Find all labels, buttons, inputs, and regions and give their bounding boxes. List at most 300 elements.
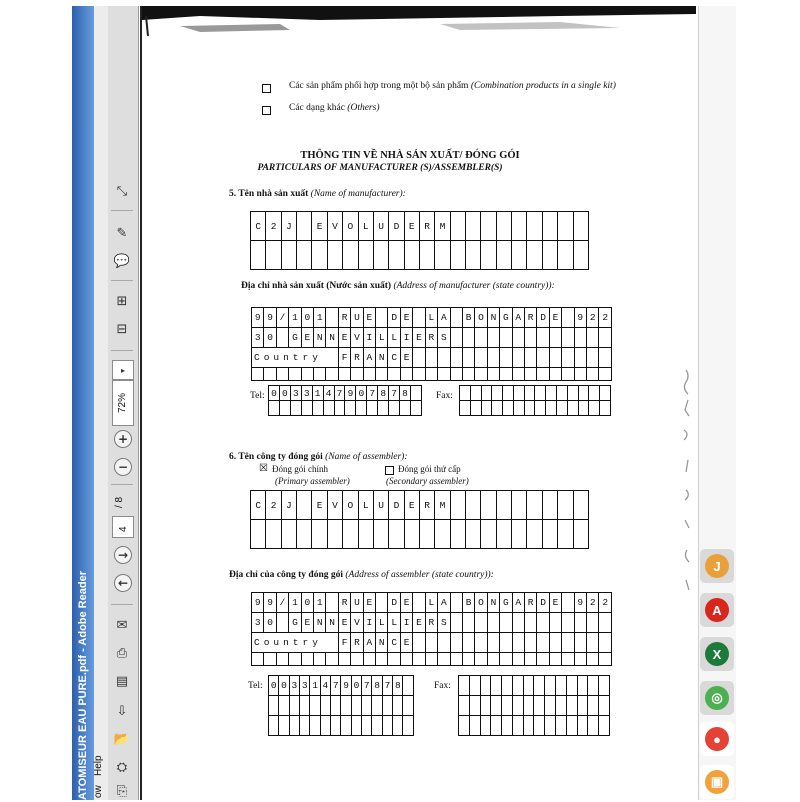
print-settings-icon[interactable]: ⎘ (116, 783, 128, 799)
grid-cell[interactable]: N (376, 348, 388, 368)
grid-cell[interactable] (289, 696, 299, 716)
grid-cell[interactable] (549, 368, 561, 381)
grid-cell[interactable] (573, 520, 588, 549)
grid-cell[interactable] (351, 716, 361, 736)
grid-cell[interactable] (382, 696, 392, 716)
grid-cell[interactable]: 1 (314, 308, 326, 328)
grid-cell[interactable] (276, 653, 288, 666)
grid-cell[interactable] (413, 653, 425, 666)
grid-cell[interactable] (251, 520, 266, 549)
grid-cell[interactable] (500, 328, 512, 348)
grid-cell[interactable] (537, 653, 549, 666)
grid-cell[interactable] (557, 401, 568, 416)
grid-cell[interactable] (549, 348, 561, 368)
grid-cell[interactable]: V (351, 328, 363, 348)
grid-cell[interactable] (334, 401, 345, 416)
grid-cell[interactable] (600, 401, 611, 416)
grid-cell[interactable] (331, 696, 341, 716)
grid-cell[interactable] (393, 716, 403, 736)
grid-cell[interactable] (276, 368, 288, 381)
grid-cell[interactable] (462, 633, 474, 653)
grid-cell[interactable]: I (400, 613, 412, 633)
grid-cell[interactable]: 3 (252, 613, 264, 633)
page-number-input[interactable] (112, 516, 134, 538)
grid-cell[interactable] (574, 368, 586, 381)
grid-cell[interactable] (475, 328, 487, 348)
grid-cell[interactable] (512, 520, 527, 549)
grid-cell[interactable] (524, 633, 536, 653)
grid-cell[interactable] (403, 676, 414, 696)
grid-cell[interactable] (574, 348, 586, 368)
grid-cell[interactable] (534, 696, 545, 716)
grid-cell[interactable]: D (388, 593, 400, 613)
grid-cell[interactable]: L (425, 593, 437, 613)
grid-cell[interactable] (372, 696, 382, 716)
grid-cell[interactable] (462, 653, 474, 666)
grid-cell[interactable] (450, 613, 462, 633)
grid-cell[interactable] (297, 212, 312, 241)
grid-cell[interactable] (586, 368, 598, 381)
grid-cell[interactable] (281, 241, 296, 270)
grid-cell[interactable] (524, 613, 536, 633)
grid-cell[interactable]: 0 (269, 386, 280, 401)
grid-cell[interactable] (599, 348, 612, 368)
grid-cell[interactable]: N (487, 308, 499, 328)
grid-cell[interactable] (466, 491, 481, 520)
grid-cell[interactable] (450, 653, 462, 666)
grid-cell[interactable] (376, 593, 388, 613)
grid-cell[interactable] (289, 368, 301, 381)
grid-cell[interactable]: G (500, 593, 512, 613)
grid-cell[interactable] (512, 212, 527, 241)
grid-cell[interactable] (527, 241, 542, 270)
grid-cell[interactable] (341, 696, 351, 716)
grid-cell[interactable]: 4 (320, 676, 330, 696)
grid-cell[interactable] (462, 348, 474, 368)
grid-cell[interactable] (496, 491, 511, 520)
grid-cell[interactable] (252, 653, 264, 666)
grid-cell[interactable] (496, 241, 511, 270)
grid-cell[interactable] (502, 716, 513, 736)
grid-cell[interactable]: G (289, 613, 301, 633)
grid-cell[interactable] (512, 633, 524, 653)
grid-cell[interactable]: 9 (341, 676, 351, 696)
grid-cell[interactable] (481, 241, 496, 270)
grid-cell[interactable] (351, 696, 361, 716)
grid-cell[interactable] (276, 613, 288, 633)
grid-cell[interactable] (343, 520, 358, 549)
grid-cell[interactable] (512, 696, 523, 716)
grid-cell[interactable]: I (363, 613, 375, 633)
grid-cell[interactable] (459, 716, 470, 736)
grid-cell[interactable]: 2 (586, 593, 598, 613)
grid-cell[interactable] (481, 386, 492, 401)
grid-cell[interactable]: R (425, 328, 437, 348)
manufacturer-address-grid[interactable] (251, 307, 612, 381)
grid-cell[interactable]: N (326, 328, 338, 348)
grid-cell[interactable] (356, 401, 367, 416)
grid-cell[interactable] (326, 593, 338, 613)
grid-cell[interactable] (562, 348, 574, 368)
grid-cell[interactable] (425, 653, 437, 666)
grid-cell[interactable] (419, 241, 434, 270)
grid-cell[interactable]: N (326, 613, 338, 633)
grid-cell[interactable] (358, 520, 373, 549)
grid-cell[interactable] (450, 491, 465, 520)
grid-cell[interactable]: V (327, 491, 342, 520)
grid-cell[interactable] (301, 368, 313, 381)
grid-cell[interactable] (500, 348, 512, 368)
grid-cell[interactable] (578, 401, 589, 416)
grid-cell[interactable]: 7 (389, 386, 400, 401)
grid-cell[interactable] (574, 328, 586, 348)
grid-cell[interactable] (537, 328, 549, 348)
grid-cell[interactable] (537, 348, 549, 368)
grid-cell[interactable] (376, 368, 388, 381)
grid-cell[interactable]: E (363, 593, 375, 613)
grid-cell[interactable] (279, 696, 289, 716)
grid-cell[interactable] (327, 241, 342, 270)
grid-cell[interactable] (269, 696, 279, 716)
grid-cell[interactable]: 3 (290, 386, 301, 401)
grid-cell[interactable]: C (388, 348, 400, 368)
grid-cell[interactable] (524, 368, 536, 381)
grid-cell[interactable] (376, 653, 388, 666)
grid-cell[interactable]: A (512, 308, 524, 328)
grid-cell[interactable] (425, 633, 437, 653)
grid-cell[interactable] (589, 386, 600, 401)
grid-cell[interactable] (327, 520, 342, 549)
grid-cell[interactable]: 3 (300, 676, 310, 696)
grid-cell[interactable] (523, 696, 534, 716)
grid-cell[interactable] (389, 241, 404, 270)
grid-cell[interactable]: / (276, 308, 288, 328)
grid-cell[interactable]: E (400, 308, 412, 328)
primary-assembler-checkbox[interactable]: ☒ (259, 463, 268, 474)
grid-cell[interactable]: U (373, 212, 388, 241)
grid-cell[interactable] (251, 241, 266, 270)
grid-cell[interactable]: V (327, 212, 342, 241)
grid-cell[interactable] (599, 696, 610, 716)
grid-cell[interactable]: B (462, 308, 474, 328)
grid-cell[interactable]: A (363, 348, 375, 368)
grid-cell[interactable] (413, 633, 425, 653)
grid-cell[interactable] (512, 491, 527, 520)
grid-cell[interactable] (527, 520, 542, 549)
grid-cell[interactable] (524, 348, 536, 368)
grid-cell[interactable] (512, 241, 527, 270)
grid-cell[interactable]: E (400, 593, 412, 613)
grid-cell[interactable]: E (400, 633, 412, 653)
grid-cell[interactable] (475, 613, 487, 633)
zoom-dropdown-button[interactable] (112, 360, 134, 380)
grid-cell[interactable] (289, 716, 299, 736)
edit-document-icon[interactable]: ✎ (116, 225, 128, 241)
grid-cell[interactable]: 2 (266, 491, 281, 520)
grid-cell[interactable] (546, 401, 557, 416)
grid-cell[interactable] (252, 368, 264, 381)
grid-cell[interactable] (577, 716, 588, 736)
grid-cell[interactable] (419, 520, 434, 549)
grid-cell[interactable] (462, 368, 474, 381)
grid-cell[interactable]: 2 (599, 308, 612, 328)
grid-cell[interactable] (500, 653, 512, 666)
grid-cell[interactable] (487, 653, 499, 666)
grid-cell[interactable] (535, 386, 546, 401)
grid-cell[interactable]: R (419, 212, 434, 241)
grid-cell[interactable] (487, 348, 499, 368)
grid-cell[interactable] (475, 633, 487, 653)
grid-cell[interactable] (470, 386, 481, 401)
grid-cell[interactable]: L (388, 613, 400, 633)
grid-cell[interactable] (481, 212, 496, 241)
grid-cell[interactable] (513, 401, 524, 416)
grid-cell[interactable] (557, 386, 568, 401)
grid-cell[interactable] (378, 401, 389, 416)
grid-cell[interactable] (556, 696, 567, 716)
grid-cell[interactable] (573, 491, 588, 520)
grid-cell[interactable] (496, 212, 511, 241)
grid-cell[interactable] (492, 386, 503, 401)
grid-cell[interactable] (312, 401, 323, 416)
grid-cell[interactable]: S (438, 328, 450, 348)
grid-cell[interactable] (566, 716, 577, 736)
grid-cell[interactable]: E (301, 613, 313, 633)
grid-cell[interactable] (450, 308, 462, 328)
grid-cell[interactable] (264, 368, 276, 381)
grid-cell[interactable] (502, 676, 513, 696)
grid-cell[interactable] (537, 613, 549, 633)
grid-cell[interactable] (314, 368, 326, 381)
grid-cell[interactable] (301, 653, 313, 666)
grid-cell[interactable]: 8 (393, 676, 403, 696)
grid-cell[interactable] (512, 613, 524, 633)
grid-cell[interactable]: 0 (279, 386, 290, 401)
grid-cell[interactable]: 9 (574, 308, 586, 328)
grid-cell[interactable] (492, 401, 503, 416)
grid-cell[interactable]: 0 (264, 328, 276, 348)
grid-cell[interactable] (500, 368, 512, 381)
grid-cell[interactable]: E (312, 212, 327, 241)
grid-cell[interactable] (400, 653, 412, 666)
grid-cell[interactable] (512, 348, 524, 368)
zoom-in-icon[interactable]: + (114, 430, 132, 448)
grid-cell[interactable] (588, 696, 599, 716)
grid-cell[interactable] (573, 241, 588, 270)
grid-cell[interactable] (599, 716, 610, 736)
grid-cell[interactable] (549, 328, 561, 348)
grid-cell[interactable]: 3 (252, 328, 264, 348)
grid-cell[interactable] (466, 241, 481, 270)
grid-cell[interactable] (462, 328, 474, 348)
grid-cell[interactable]: E (404, 212, 419, 241)
grid-cell[interactable]: R (425, 613, 437, 633)
grid-cell[interactable] (450, 348, 462, 368)
grid-cell[interactable] (523, 716, 534, 736)
grid-cell[interactable] (469, 676, 480, 696)
grid-cell[interactable] (491, 696, 502, 716)
grid-cell[interactable]: R (419, 491, 434, 520)
assembler-address-grid[interactable] (251, 592, 612, 666)
grid-cell[interactable] (524, 328, 536, 348)
grid-cell[interactable] (558, 520, 573, 549)
grid-cell[interactable] (524, 386, 535, 401)
grid-cell[interactable] (475, 368, 487, 381)
grid-cell[interactable] (300, 716, 310, 736)
grid-cell[interactable] (459, 696, 470, 716)
grid-cell[interactable] (542, 241, 557, 270)
grid-cell[interactable] (400, 401, 411, 416)
grid-cell[interactable] (512, 676, 523, 696)
grid-cell[interactable] (376, 308, 388, 328)
taskbar-app-button[interactable] (700, 637, 734, 671)
comment-icon[interactable]: 💬 (113, 253, 131, 269)
grid-cell[interactable] (562, 308, 574, 328)
grid-cell[interactable] (367, 401, 378, 416)
grid-cell[interactable]: E (400, 348, 412, 368)
grid-cell[interactable]: 0 (351, 676, 361, 696)
grid-cell[interactable] (586, 613, 598, 633)
grid-cell[interactable] (351, 368, 363, 381)
grid-cell[interactable] (450, 241, 465, 270)
grid-cell[interactable] (450, 212, 465, 241)
grid-cell[interactable] (558, 491, 573, 520)
grid-cell[interactable] (600, 386, 611, 401)
grid-cell[interactable]: 3 (301, 386, 312, 401)
grid-cell[interactable] (372, 716, 382, 736)
grid-cell[interactable]: 2 (266, 212, 281, 241)
grid-cell[interactable] (574, 613, 586, 633)
grid-cell[interactable]: 9 (264, 308, 276, 328)
grid-cell[interactable]: O (343, 212, 358, 241)
grid-cell[interactable]: 1 (312, 386, 323, 401)
grid-cell[interactable] (276, 328, 288, 348)
grid-cell[interactable] (362, 696, 372, 716)
grid-cell[interactable]: 2 (586, 308, 598, 328)
grid-cell[interactable]: 0 (269, 676, 279, 696)
grid-cell[interactable] (562, 593, 574, 613)
grid-cell[interactable] (345, 401, 356, 416)
grid-cell[interactable]: R (338, 593, 350, 613)
grid-cell[interactable]: D (388, 308, 400, 328)
grid-cell[interactable] (297, 241, 312, 270)
grid-cell[interactable] (450, 368, 462, 381)
taskbar-app-button[interactable] (700, 593, 734, 627)
grid-cell[interactable]: B (462, 593, 474, 613)
grid-cell[interactable] (491, 716, 502, 736)
grid-cell[interactable]: E (338, 613, 350, 633)
grid-cell[interactable] (487, 328, 499, 348)
grid-cell[interactable]: R (524, 308, 536, 328)
grid-cell[interactable] (425, 368, 437, 381)
grid-cell[interactable] (545, 716, 556, 736)
grid-cell[interactable] (599, 653, 612, 666)
grid-cell[interactable]: C (251, 491, 266, 520)
grid-cell[interactable] (566, 696, 577, 716)
grid-cell[interactable]: 7 (367, 386, 378, 401)
grid-cell[interactable]: U (351, 593, 363, 613)
grid-cell[interactable] (469, 696, 480, 716)
grid-cell[interactable] (586, 653, 598, 666)
grid-cell[interactable]: I (363, 328, 375, 348)
share-icon[interactable]: ⛭ (116, 759, 128, 775)
grid-cell[interactable]: G (500, 308, 512, 328)
grid-cell[interactable] (549, 653, 561, 666)
grid-cell[interactable]: U (351, 308, 363, 328)
grid-cell[interactable]: / (276, 593, 288, 613)
grid-cell[interactable] (475, 348, 487, 368)
grid-cell[interactable] (338, 653, 350, 666)
grid-cell[interactable] (410, 386, 421, 401)
grid-cell[interactable] (459, 676, 470, 696)
grid-cell[interactable] (320, 716, 330, 736)
grid-cell[interactable]: M (435, 491, 450, 520)
grid-cell[interactable]: R (351, 633, 363, 653)
grid-cell[interactable] (297, 520, 312, 549)
grid-cell[interactable]: 1 (289, 593, 301, 613)
grid-cell[interactable]: F (338, 348, 350, 368)
grid-cell[interactable] (586, 348, 598, 368)
grid-cell[interactable] (527, 212, 542, 241)
taskbar-app-button[interactable] (700, 681, 734, 715)
grid-cell[interactable] (480, 696, 491, 716)
grid-cell[interactable]: 0 (301, 308, 313, 328)
next-page-icon[interactable]: → (114, 546, 132, 564)
grid-cell[interactable]: J (281, 491, 296, 520)
grid-cell[interactable]: O (475, 593, 487, 613)
previous-page-icon[interactable]: ← (114, 574, 132, 592)
grid-cell[interactable] (524, 653, 536, 666)
grid-cell[interactable] (562, 368, 574, 381)
assembler-tel-grid[interactable] (268, 675, 414, 736)
grid-cell[interactable] (413, 348, 425, 368)
grid-cell[interactable] (574, 653, 586, 666)
grid-cell[interactable]: F (338, 633, 350, 653)
grid-cell[interactable] (331, 716, 341, 736)
grid-cell[interactable] (297, 491, 312, 520)
grid-cell[interactable] (310, 716, 320, 736)
option-checkbox[interactable] (262, 84, 271, 93)
grid-cell[interactable]: R (351, 348, 363, 368)
save-icon[interactable]: ⇩ (116, 703, 128, 719)
email-icon[interactable]: ✉ (116, 617, 128, 633)
grid-cell[interactable] (599, 676, 610, 696)
grid-cell[interactable]: D (389, 491, 404, 520)
grid-cell[interactable]: N (487, 593, 499, 613)
assembler-name-grid[interactable] (250, 490, 589, 549)
grid-cell[interactable]: 1 (314, 593, 326, 613)
secondary-assembler-checkbox[interactable] (385, 466, 394, 475)
grid-cell[interactable] (503, 401, 514, 416)
grid-cell[interactable] (435, 520, 450, 549)
grid-cell[interactable] (567, 401, 578, 416)
grid-cell[interactable] (500, 613, 512, 633)
grid-cell[interactable]: O (475, 308, 487, 328)
grid-cell[interactable] (289, 653, 301, 666)
grid-cell[interactable] (577, 696, 588, 716)
grid-cell[interactable] (388, 368, 400, 381)
zoom-out-icon[interactable]: − (114, 458, 132, 476)
grid-cell[interactable]: R (338, 308, 350, 328)
grid-cell[interactable]: 7 (331, 676, 341, 696)
grid-cell[interactable]: E (413, 328, 425, 348)
grid-cell[interactable] (545, 676, 556, 696)
grid-cell[interactable] (523, 676, 534, 696)
grid-cell[interactable] (542, 491, 557, 520)
grid-cell[interactable]: 1 (310, 676, 320, 696)
grid-cell[interactable] (403, 716, 414, 736)
grid-cell[interactable]: E (363, 308, 375, 328)
